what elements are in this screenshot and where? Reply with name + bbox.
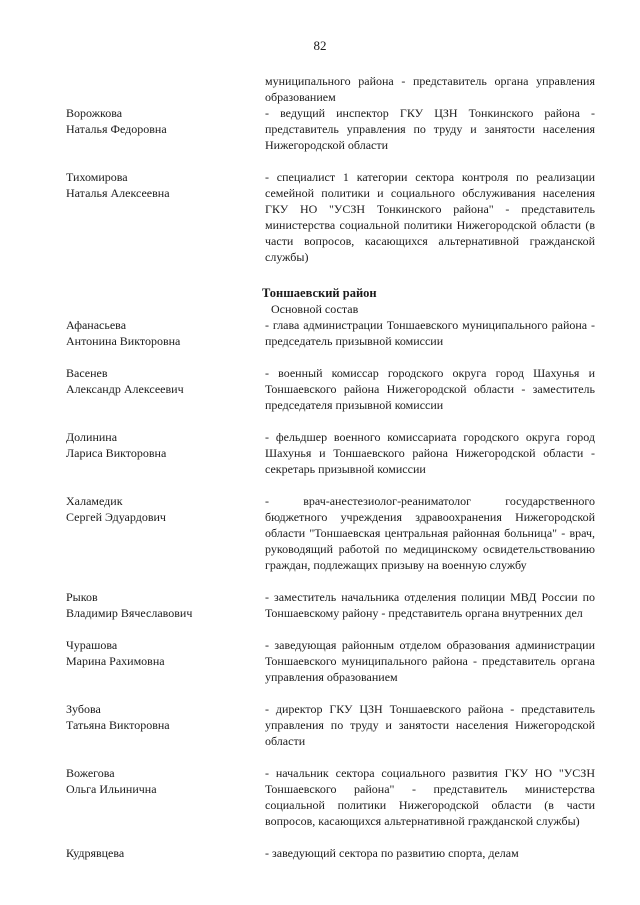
list-item [66, 701, 596, 749]
entry-name [66, 845, 266, 861]
list-item [66, 765, 596, 829]
given-names: Лариса Викторовна [66, 446, 167, 460]
entry-role: - фельдшер военного комиссариата городского округа город Шахунья и Тоншаевского района Нижегородской области - секретарь призывной комиссии [265, 430, 595, 476]
list-item [66, 169, 596, 265]
given-names: Марина Рахимовна [66, 654, 165, 668]
entry-role: муниципального района - представитель органа управления образованием [265, 74, 595, 104]
surname: Тихомирова [66, 170, 128, 184]
entry-role: - глава администрации Тоншаевского муниципального района - председатель призывной комиссии [265, 318, 595, 348]
surname: Халамедик [66, 494, 123, 508]
section-heading: Тоншаевский район [262, 286, 377, 300]
entry-role: - специалист 1 категории сектора контроля по реализации семейной политики и социального обслуживания населения ГКУ НО "УСЗН Тонкинского района" - представитель министерства социальной политики Нижегородской области (в части вопросов, касающихся альтернативной гражданской службы) [265, 170, 595, 264]
given-names: Антонина Викторовна [66, 334, 181, 348]
entry-name [66, 317, 266, 349]
entry-name [66, 637, 266, 685]
entry-name [66, 701, 266, 749]
surname: Долинина [66, 430, 118, 444]
given-names: Сергей Эдуардович [66, 510, 166, 524]
entry-name [66, 169, 266, 265]
given-names: Александр Алексеевич [66, 382, 184, 396]
entry-name [66, 765, 266, 829]
list-item [66, 105, 596, 153]
list-item [66, 637, 596, 685]
entry-role: - директор ГКУ ЦЗН Тоншаевского района - представитель управления по труду и занятости населения Нижегородской области [265, 702, 595, 748]
entry-role: - начальник сектора социального развития ГКУ НО "УСЗН Тоншаевского района" - представитель министерства социальной политики Нижегородской области (в части вопросов, касающихся альтернативной гражданской службы) [265, 766, 595, 828]
entry-role: - ведущий инспектор ГКУ ЦЗН Тонкинского района - представитель управления по труду и занятости населения Нижегородской области [265, 106, 595, 152]
surname: Кудрявцева [66, 846, 125, 860]
list-item [66, 493, 596, 573]
entry-role: - военный комиссар городского округа город Шахунья и Тоншаевского района Нижегородской области - заместитель председателя призывной комиссии [265, 366, 595, 412]
continuation-entry [66, 73, 596, 105]
entry-role: - заведующая районным отделом образования администрации Тоншаевского муниципального района - представитель органа управления образованием [265, 638, 595, 684]
page-number: 82 [313, 38, 327, 53]
entry-name [66, 429, 266, 477]
surname: Вожегова [66, 766, 115, 780]
given-names: Наталья Алексеевна [66, 186, 170, 200]
entry-name [66, 105, 266, 153]
list-item [66, 429, 596, 477]
given-names: Наталья Федоровна [66, 122, 167, 136]
list-item [66, 365, 596, 413]
list-item [66, 589, 596, 621]
entry-role: - врач-анестезиолог-реаниматолог государственного бюджетного учреждения здравоохранения Нижегородской области "Тоншаевская центральная районная больница" - врач, руководящий работой по медицинскому освидетельствованию граждан, подлежащих призыву на военную службу [265, 494, 595, 572]
commission-list [66, 73, 596, 861]
entry-name [66, 73, 266, 105]
given-names: Татьяна Викторовна [66, 718, 170, 732]
surname: Чурашова [66, 638, 118, 652]
list-item [66, 845, 596, 861]
list-item [66, 317, 596, 349]
entry-name [66, 589, 266, 621]
section-subheading: Основной состав [271, 302, 359, 316]
surname: Зубова [66, 702, 101, 716]
entry-name [66, 493, 266, 573]
surname: Васенев [66, 366, 108, 380]
entry-role: - заведующий сектора по развитию спорта, делам [265, 846, 519, 860]
surname: Ворожкова [66, 106, 123, 120]
surname: Афанасьева [66, 318, 127, 332]
given-names: Ольга Ильинична [66, 782, 157, 796]
surname: Рыков [66, 590, 98, 604]
given-names: Владимир Вячеславович [66, 606, 193, 620]
entry-name [66, 365, 266, 413]
entry-role: - заместитель начальника отделения полиции МВД России по Тоншаевскому району - представитель органа внутренних дел [265, 590, 595, 620]
